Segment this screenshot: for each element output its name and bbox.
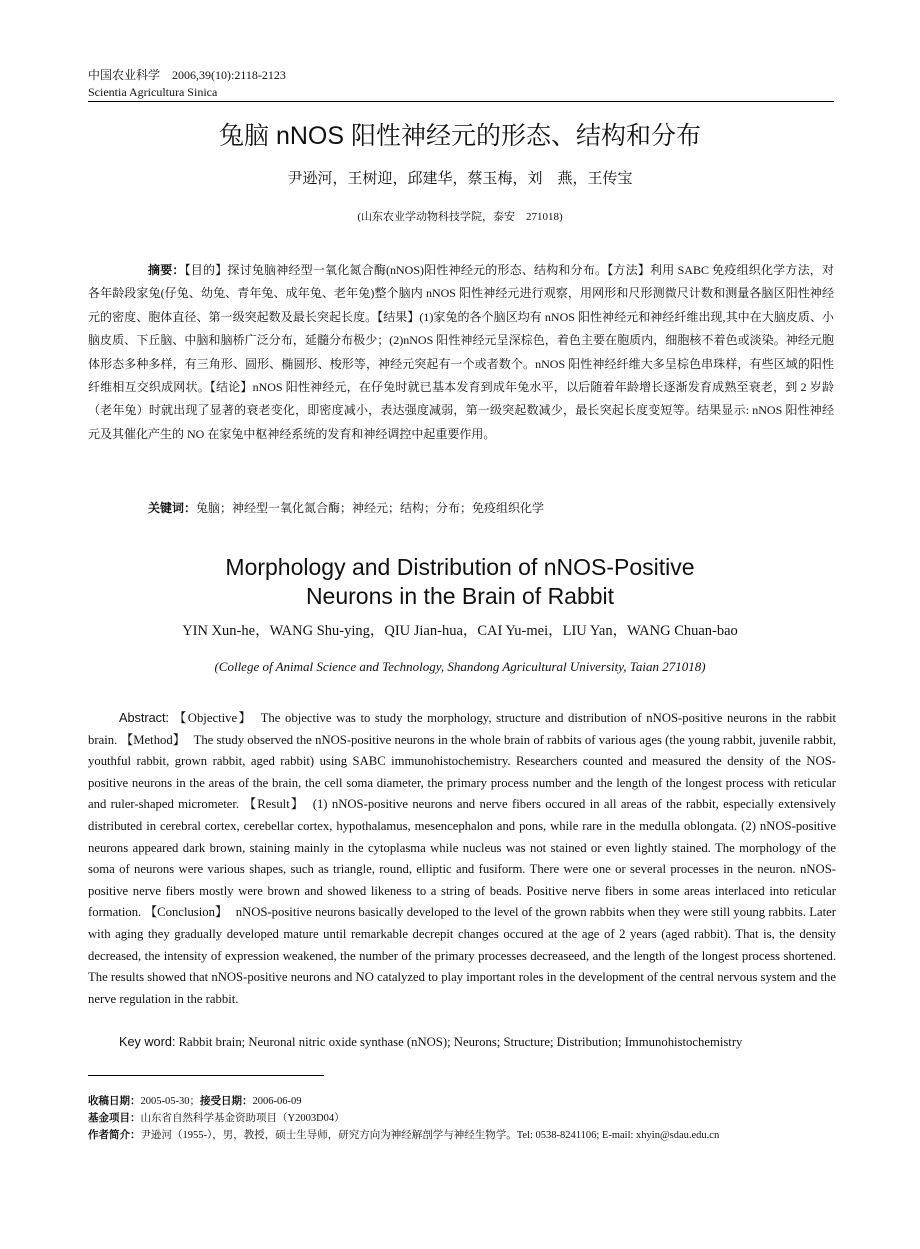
abstract-cn bbox=[88, 259, 834, 446]
affiliation-en: (College of Animal Science and Technology, Shandong Agricultural University, Taian 271018) bbox=[214, 659, 706, 674]
received-date: 2005-05-30； bbox=[140, 1096, 200, 1107]
journal-name-en: Scientia Agricultura Sinica bbox=[88, 85, 218, 99]
header-rule bbox=[88, 101, 834, 102]
keywords-en bbox=[119, 1032, 839, 1052]
abstract-en-paragraph bbox=[88, 708, 836, 1010]
footnote-author bbox=[88, 1127, 834, 1144]
accepted-date: 2006-06-09 bbox=[252, 1096, 302, 1107]
affiliation-cn: (山东农业学动物科技学院，泰安 271018) bbox=[357, 211, 563, 223]
title-cn: 兔脑 nNOS 阳性神经元的形态、结构和分布 bbox=[219, 122, 701, 150]
keywords-cn bbox=[148, 498, 834, 518]
journal-header bbox=[88, 67, 834, 101]
author-bio-text: 尹逊河（1955-），男，教授，硕士生导师，研究方向为神经解剖学与神经生物学。Tel: 0538-8241106; E-mail: xhyin@sdau.edu.cn bbox=[140, 1130, 720, 1141]
method-text: The study observed the nNOS-positive neurons in the whole brain of rabbits of various ages (the young rabbit, juvenile rabbit, youthful rabbit, grown rabbit, aged rabbit) using SABC immunohistochemistry. Researchers counted and measured the density of the NOS-positive neurons in the areas of the brain, the cell soma diameter, the primary process number and the length of the longest process with reticular and ruler-shaped micrometer. bbox=[88, 732, 836, 812]
journal-citation-cn: 中国农业科学 2006,39(10):2118-2123 bbox=[88, 68, 286, 82]
abstract-en bbox=[88, 708, 836, 1010]
title-en bbox=[0, 553, 920, 611]
method-tag: 【Method】 bbox=[120, 732, 186, 747]
keywords-cn-text: 兔脑；神经型一氧化氮合酶；神经元；结构；分布；免疫组织化学 bbox=[196, 501, 545, 515]
keywords-en-text: Rabbit brain; Neuronal nitric oxide synthase (nNOS); Neurons; Structure; Distribution; Immunohistochemistry bbox=[178, 1035, 743, 1049]
title-en-line1: Morphology and Distribution of nNOS-Positive bbox=[225, 554, 695, 580]
abstract-cn-paragraph bbox=[88, 259, 834, 446]
title-en-line2: Neurons in the Brain of Rabbit bbox=[305, 583, 615, 609]
conclusion-text: nNOS-positive neurons basically developed to the level of the grown rabbits when they were still young rabbits. Later with aging they gradually developed mature until remarkable decrepit changes occured at the age of 2 years (aged rabbit). That is, the density decreased, the intensity of expression weakened, the number of the primary processes decreaseed, and the length of the longest process shortened. The results showed that nNOS-positive neurons and NO catalyzed to play important roles in the development of the central nervous system and the nerve regulation in the rabbit. bbox=[88, 905, 836, 1006]
received-label: 收稿日期： bbox=[88, 1095, 141, 1107]
fund-text: 山东省自然科学基金资助项目（Y2003D04） bbox=[140, 1113, 345, 1124]
abstract-en-label: Abstract: bbox=[119, 711, 170, 725]
fund-label: 基金项目： bbox=[88, 1112, 141, 1124]
keywords-en-label: Key word: bbox=[119, 1035, 176, 1049]
footnote-fund bbox=[88, 1110, 834, 1127]
authors-cn: 尹逊河，王树迎，邱建华，蔡玉梅，刘 燕，王传宝 bbox=[287, 171, 633, 187]
keywords-cn-label: 关键词： bbox=[148, 501, 197, 515]
abstract-cn-text: 【目的】探讨兔脑神经型一氧化氮合酶(nNOS)阳性神经元的形态、结构和分布。【方法】利用 SABC 免疫组织化学方法，对各年龄段家兔(仔兔、幼兔、青年兔、成年兔、老年兔)整个脑内 nNOS 阳性神经元进行观察，用网形和尺形测微尺计数和测量各脑区阳性神经元的密度、胞体直径、第一级突起数及最长突起长度。【结果】(1)家兔的各个脑区均有 nNOS 阳性神经元和神经纤维出现,其中在大脑皮质、小脑皮质、下丘脑、中脑和脑桥广泛分布，延髓分布极少；(2)nNOS 阳性神经元呈深棕色，着色主要在胞质内，细胞核不着色或淡染。神经元胞体形态多种多样，有三角形、圆形、椭圆形、梭形等，神经元突起有一个或者数个。nNOS 阳性神经纤维大多呈棕色串珠样，有些区域的阳性纤维相互交织成网状。【结论】nNOS 阳性神经元，在仔兔时就已基本发育到成年兔水平，以后随着年龄增长逐渐发育成熟至衰老，到 2 岁龄（老年兔）时就出现了显著的衰老变化，即密度减小，表达强度减弱，第一级突起数减少，最长突起长度变短等。结果显示: nNOS 阳性神经元及其催化产生的 NO 在家兔中枢神经系统的发育和神经调控中起重要作用。 bbox=[88, 263, 834, 441]
footnotes bbox=[88, 1093, 834, 1144]
author-bio-label: 作者简介： bbox=[88, 1129, 141, 1141]
abstract-cn-label: 摘要： bbox=[148, 263, 185, 277]
result-tag: 【Result】 bbox=[243, 797, 305, 812]
objective-tag: 【Objective】 bbox=[173, 711, 253, 725]
accepted-label: 接受日期： bbox=[200, 1095, 253, 1107]
authors-en: YIN Xun-he，WANG Shu-ying，QIU Jian-hua，CAI Yu-mei，LIU Yan，WANG Chuan-bao bbox=[182, 623, 738, 639]
result-text: (1) nNOS-positive neurons and nerve fibers occured in all areas of the rabbit, especially extensively distributed in cerebral cortex, cerebellar cortex, hypothalamus, mesencephalon and pons, while rare in the medulla oblongata. (2) nNOS-positive neurons appeared dark brown, staining mainly in the cytoplasma while nucleus was not stained or even lightly stained. The morphology of the soma of neurons were various shapes, such as triangle, round, elliptic and fusiform. There were one or several processes in the neuron. nNOS-positive nerve fibers mostly were brown and showed likeness to a string of beads. Positive nerve fibers in some areas interlaced into reticular formation. bbox=[88, 797, 836, 920]
footnote-dates bbox=[88, 1093, 834, 1110]
conclusion-tag: 【Conclusion】 bbox=[144, 905, 228, 920]
footnote-rule bbox=[88, 1075, 324, 1076]
objective-text: The objective was to study the morphology, structure and distribution of nNOS-positive neurons in the rabbit brain. bbox=[88, 711, 836, 747]
